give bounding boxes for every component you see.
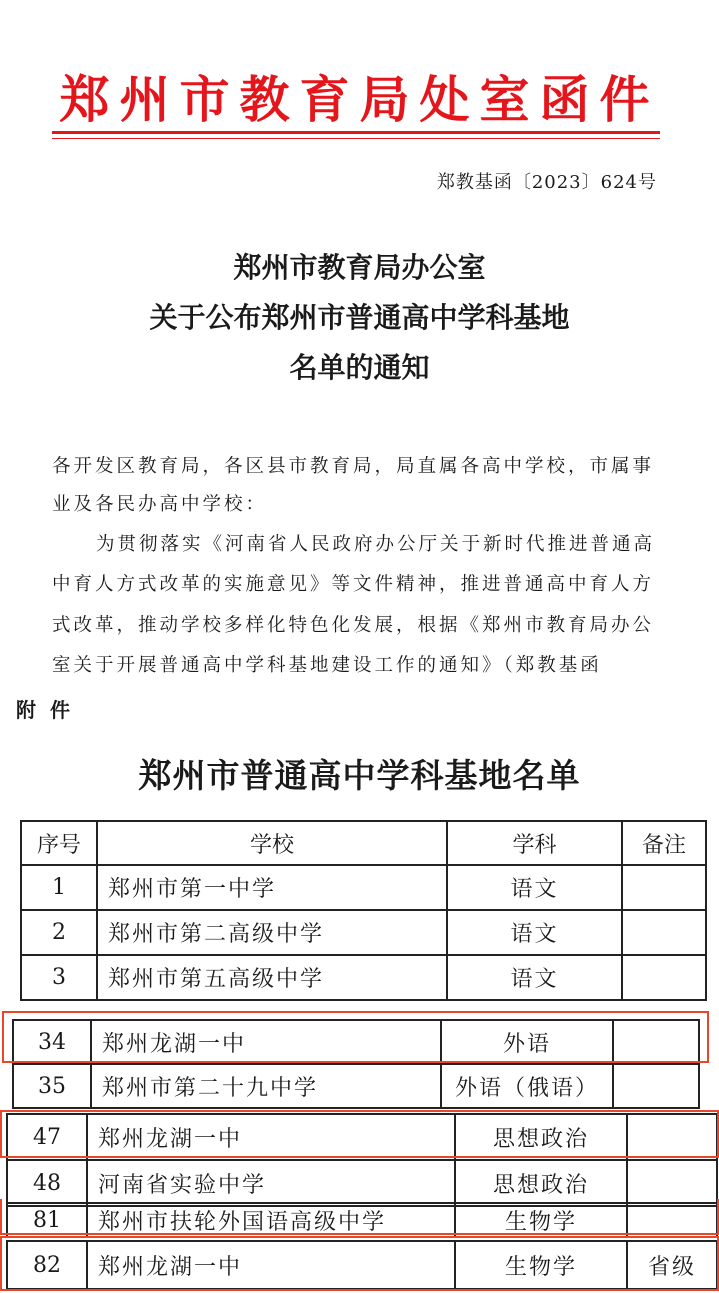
row-number: 48 — [7, 1160, 87, 1206]
row-school: 郑州市扶轮外国语高级中学 — [87, 1203, 455, 1237]
row-school: 郑州市第二高级中学 — [97, 910, 447, 955]
row-note — [613, 1064, 699, 1108]
letterhead-title: 郑州市教育局处室函件 — [59, 71, 660, 129]
row-school: 郑州龙湖一中 — [87, 1114, 455, 1160]
row-school: 河南省实验中学 — [87, 1160, 455, 1206]
row-number: 81 — [7, 1203, 87, 1237]
row-subject: 语文 — [447, 865, 622, 910]
notice-title-line-1: 郑州市教育局办公室 — [233, 251, 486, 284]
row-number: 47 — [7, 1114, 87, 1160]
row-number: 34 — [13, 1020, 91, 1064]
table-header-row — [21, 821, 706, 865]
row-subject: 生物学 — [455, 1203, 627, 1237]
base-list-table-top — [20, 820, 707, 1001]
row-number: 2 — [21, 910, 97, 955]
body-line-5: 式改革，推动学校多样化特色化发展，根据《郑州市教育局办公 — [52, 615, 655, 636]
row-number: 1 — [21, 865, 97, 910]
row-school: 郑州市第五高级中学 — [97, 955, 447, 1000]
row-subject: 思想政治 — [455, 1160, 627, 1206]
highlight-box-row-47 — [0, 1110, 719, 1158]
letterhead-rule-thin — [52, 138, 660, 139]
body-line-6: 室关于开展普通高中学科基地建设工作的通知》（郑教基函 — [52, 655, 602, 676]
header-note: 备注 — [622, 821, 706, 865]
row-subject: 语文 — [447, 955, 622, 1000]
header-school: 学校 — [97, 821, 447, 865]
document-number: 郑教基函〔2023〕624号 — [436, 172, 657, 193]
row-note — [622, 865, 706, 910]
body-line-3: 为贯彻落实《河南省人民政府办公厅关于新时代推进普通高 — [96, 534, 656, 555]
notice-title-line-2: 关于公布郑州市普通高中学科基地 — [149, 301, 570, 334]
row-subject: 外语（俄语） — [441, 1064, 613, 1108]
body-line-1: 各开发区教育局，各区县市教育局，局直属各高中学校，市属事 — [52, 456, 655, 477]
row-note: 省级 — [627, 1241, 717, 1289]
row-school: 郑州市第一中学 — [97, 865, 447, 910]
body-line-2: 业及各民办高中学校： — [52, 494, 268, 515]
row-subject: 思想政治 — [455, 1114, 627, 1160]
row-subject: 外语 — [441, 1020, 613, 1064]
table-row — [21, 865, 706, 910]
table-row — [13, 1064, 699, 1108]
row-school: 郑州市第二十九中学 — [91, 1064, 441, 1108]
highlight-box-row-82 — [0, 1236, 719, 1291]
highlight-box-row-81 — [0, 1199, 719, 1235]
row-school: 郑州龙湖一中 — [91, 1020, 441, 1064]
header-subject: 学科 — [447, 821, 622, 865]
list-title: 郑州市普通高中学科基地名单 — [138, 756, 581, 795]
notice-title-line-3: 名单的通知 — [289, 351, 430, 384]
row-note — [622, 955, 706, 1000]
table-row — [21, 910, 706, 955]
row-number: 35 — [13, 1064, 91, 1108]
row-subject: 生物学 — [455, 1241, 627, 1289]
letterhead-rule-thick — [52, 131, 660, 134]
highlight-box-row-34 — [2, 1011, 709, 1063]
header-number: 序号 — [21, 821, 97, 865]
table-row — [21, 955, 706, 1000]
body-line-4: 中育人方式改革的实施意见》等文件精神，推进普通高中育人方 — [52, 574, 655, 595]
attachment-label: 附件 — [16, 698, 84, 722]
row-school: 郑州龙湖一中 — [87, 1241, 455, 1289]
row-note — [622, 910, 706, 955]
row-number: 82 — [7, 1241, 87, 1289]
row-subject: 语文 — [447, 910, 622, 955]
row-number: 3 — [21, 955, 97, 1000]
